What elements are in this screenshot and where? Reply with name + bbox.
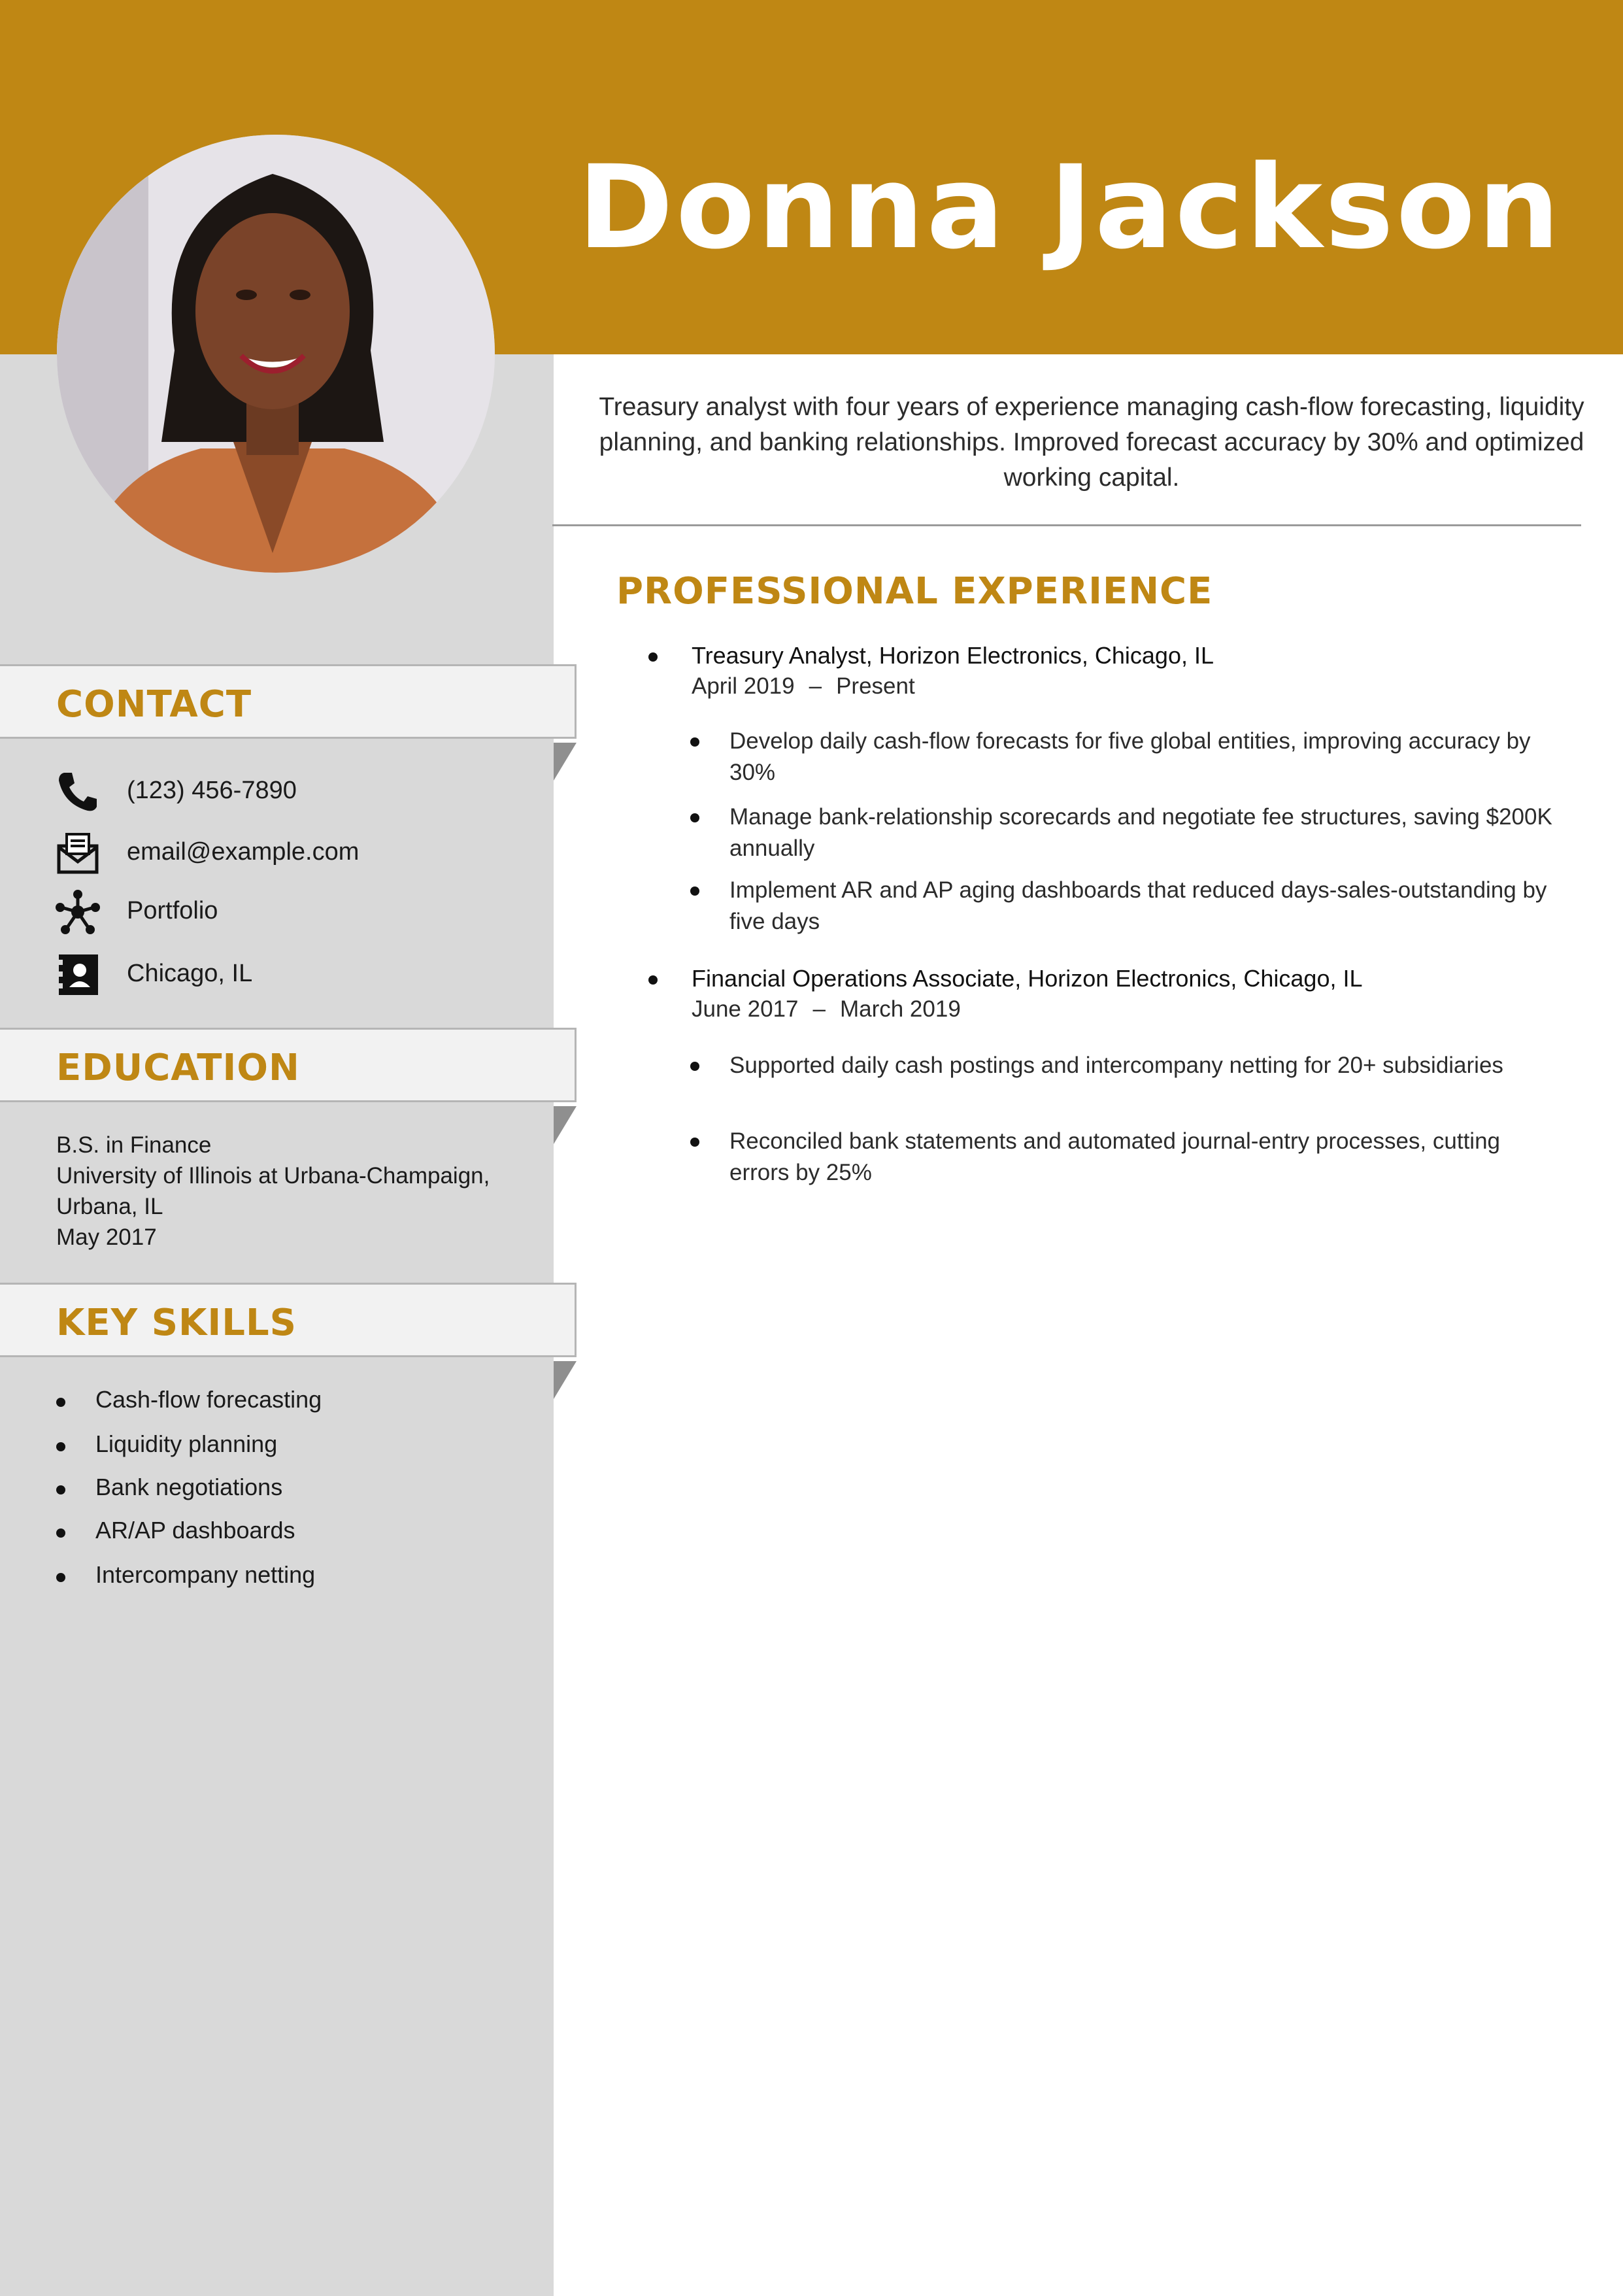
job-dates [692, 996, 961, 1022]
banner-fold [554, 1106, 577, 1144]
experience-heading: PROFESSIONAL EXPERIENCE [616, 570, 1213, 613]
achievement-item: Implement AR and AP aging dashboards that reduced days-sales-outstanding by five days [729, 875, 1553, 937]
university: University of Illinois at Urbana-Champaign, [56, 1163, 490, 1189]
job-role: Treasury Analyst, Horizon Electronics, Chicago, IL [692, 642, 1214, 669]
network-icon [55, 889, 101, 935]
summary-divider [552, 524, 1581, 526]
degree: B.S. in Finance [56, 1132, 212, 1158]
email-text[interactable]: email@example.com [127, 838, 360, 866]
banner-fold [554, 1361, 577, 1399]
skill-item: Liquidity planning [95, 1430, 278, 1457]
phone-icon [55, 769, 101, 815]
job-end: March 2019 [839, 996, 961, 1022]
bullet-icon [648, 652, 658, 662]
job-dates [692, 673, 915, 700]
university-location: Urbana, IL [56, 1194, 163, 1219]
skills-heading: KEY SKILLS [56, 1302, 297, 1344]
date-separator: – [809, 673, 822, 699]
skill-item: Bank negotiations [95, 1474, 283, 1500]
achievement-item: Manage bank-relationship scorecards and negotiate fee structures, saving $200K annually [729, 802, 1553, 864]
profile-summary: Treasury analyst with four years of experience managing cash-flow forecasting, liquidity planning, and banking relationships. Improved forecast accuracy by 30% and optimized working capital. [599, 393, 1584, 492]
banner-fold [554, 743, 577, 781]
job-end: Present [836, 673, 915, 699]
contact-banner [0, 664, 577, 739]
education-details [56, 1130, 490, 1253]
bullet-icon [648, 975, 658, 985]
skill-item: Intercompany netting [95, 1561, 316, 1588]
skill-item: Cash-flow forecasting [95, 1386, 322, 1413]
skills-banner [0, 1283, 577, 1357]
address-book-icon [55, 952, 101, 998]
job-role: Financial Operations Associate, Horizon Electronics, Chicago, IL [692, 965, 1363, 992]
profile-photo [57, 135, 495, 573]
date-separator: – [812, 996, 826, 1022]
achievement-item: Develop daily cash-flow forecasts for five global entities, improving accuracy by 30% [729, 726, 1553, 788]
contact-heading: CONTACT [56, 683, 252, 726]
education-banner [0, 1028, 577, 1102]
achievement-item: Reconciled bank statements and automated journal-entry processes, cutting errors by 25% [729, 1126, 1553, 1189]
location-text: Chicago, IL [127, 960, 253, 987]
skill-item: AR/AP dashboards [95, 1517, 295, 1544]
portfolio-link[interactable]: Portfolio [127, 897, 218, 924]
education-heading: EDUCATION [56, 1047, 300, 1089]
job-start: April 2019 [692, 673, 795, 699]
envelope-icon [55, 830, 101, 876]
job-start: June 2017 [692, 996, 799, 1022]
candidate-name: Donna Jackson [577, 141, 1563, 275]
graduation-date: May 2017 [56, 1224, 157, 1250]
achievement-item: Supported daily cash postings and intercompany netting for 20+ subsidiaries [729, 1050, 1553, 1081]
phone-text[interactable]: (123) 456-7890 [127, 777, 297, 804]
